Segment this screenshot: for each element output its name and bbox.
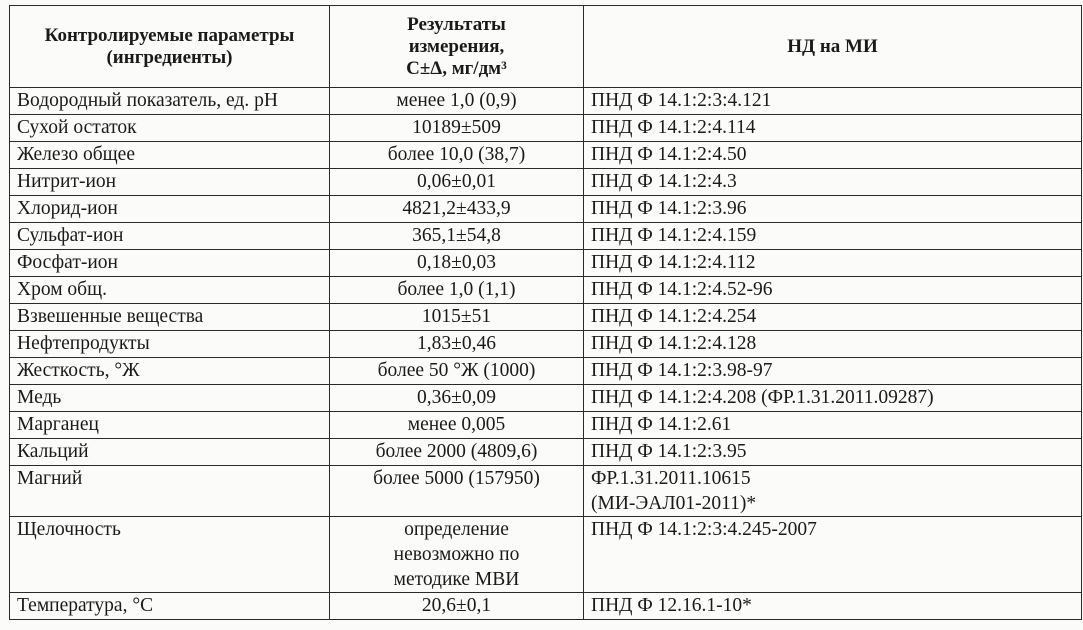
method-line: ПНД Ф 14.1:2:3:4.245-2007 (591, 519, 817, 540)
result-line: 20,6±0,1 (421, 595, 492, 616)
result-cell (330, 466, 584, 517)
param-cell: Железо общее (10, 142, 330, 169)
header-result (330, 6, 584, 88)
result-line: методике МВИ (393, 569, 520, 590)
method-line: ПНД Ф 14.1:2:4.208 (ФР.1.31.2011.09287) (591, 387, 934, 408)
result-line: 1015±51 (421, 306, 492, 327)
param-cell: Фосфат-ион (10, 250, 330, 277)
header-result-line: С±Δ, мг/дм³ (406, 57, 507, 79)
param-cell: Щелочность (10, 517, 330, 593)
result-line: менее 1,0 (0,9) (396, 90, 517, 111)
results-table (9, 5, 1082, 620)
result-line: 0,06±0,01 (417, 171, 496, 192)
param-cell: Кальций (10, 439, 330, 466)
method-cell (584, 439, 1082, 466)
param-cell: Нитрит-ион (10, 169, 330, 196)
param-cell: Жесткость, °Ж (10, 358, 330, 385)
header-param (10, 6, 330, 88)
param-cell: Температура, °С (10, 593, 330, 620)
param-cell: Марганец (10, 412, 330, 439)
result-cell (330, 250, 584, 277)
method-cell (584, 250, 1082, 277)
method-cell (584, 223, 1082, 250)
method-line: ПНД Ф 14.1:2:3.96 (591, 198, 747, 219)
param-cell: Магний (10, 466, 330, 517)
result-line: определение (404, 519, 509, 540)
method-cell (584, 88, 1082, 115)
method-line: ПНД Ф 14.1:2.61 (591, 414, 732, 435)
method-line: ПНД Ф 14.1:2:4.50 (591, 144, 747, 165)
header-method-line: НД на МИ (787, 35, 878, 57)
result-line: 0,36±0,09 (417, 387, 496, 408)
method-line: ПНД Ф 14.1:2:3.98-97 (591, 360, 773, 381)
result-cell (330, 223, 584, 250)
param-cell: Водородный показатель, ед. pH (10, 88, 330, 115)
result-cell (330, 169, 584, 196)
table-row (10, 115, 1082, 142)
param-cell: Взвешенные вещества (10, 304, 330, 331)
table-row (10, 277, 1082, 304)
result-line: 1,83±0,46 (417, 333, 496, 354)
result-line: 4821,2±433,9 (402, 198, 511, 219)
header-param-line: (ингредиенты) (106, 46, 233, 68)
method-line: ПНД Ф 14.1:2:3:4.121 (591, 90, 772, 111)
method-cell (584, 277, 1082, 304)
table-row (10, 593, 1082, 620)
result-cell (330, 196, 584, 223)
param-cell: Нефтепродукты (10, 331, 330, 358)
method-cell (584, 142, 1082, 169)
result-line: 0,18±0,03 (417, 252, 496, 273)
method-line: ПНД Ф 14.1:2:4.112 (591, 252, 756, 273)
result-line: 365,1±54,8 (412, 225, 501, 246)
method-cell (584, 115, 1082, 142)
table-row (10, 223, 1082, 250)
table-row (10, 196, 1082, 223)
result-line: более 50 °Ж (1000) (377, 360, 536, 381)
result-cell (330, 412, 584, 439)
table-row (10, 385, 1082, 412)
result-cell (330, 358, 584, 385)
method-cell (584, 304, 1082, 331)
table-row (10, 466, 1082, 517)
method-line: ПНД Ф 14.1:2:4.114 (591, 117, 756, 138)
method-line: ФР.1.31.2011.10615 (591, 468, 751, 489)
method-line: ПНД Ф 14.1:2:4.3 (591, 171, 737, 192)
header-method (584, 6, 1082, 88)
method-line: ПНД Ф 14.1:2:4.52-96 (591, 279, 773, 300)
method-line: (МИ-ЭАЛ01-2011)* (591, 493, 757, 514)
param-cell: Сульфат-ион (10, 223, 330, 250)
header-row (10, 6, 1082, 88)
table-row (10, 304, 1082, 331)
result-line: менее 0,005 (407, 414, 506, 435)
table-row (10, 331, 1082, 358)
param-cell: Хром общ. (10, 277, 330, 304)
method-cell (584, 385, 1082, 412)
method-line: ПНД Ф 12.16.1-10* (591, 595, 752, 616)
result-cell (330, 88, 584, 115)
result-cell (330, 439, 584, 466)
table-row (10, 412, 1082, 439)
method-line: ПНД Ф 14.1:2:4.159 (591, 225, 757, 246)
param-cell: Сухой остаток (10, 115, 330, 142)
method-line: ПНД Ф 14.1:2:4.254 (591, 306, 757, 327)
method-cell (584, 331, 1082, 358)
result-line: более 1,0 (1,1) (397, 279, 516, 300)
method-line: ПНД Ф 14.1:2:4.128 (591, 333, 757, 354)
result-cell (330, 277, 584, 304)
table-row (10, 88, 1082, 115)
result-line: 10189±509 (412, 117, 501, 138)
result-line: более 10,0 (38,7) (387, 144, 526, 165)
table-row (10, 358, 1082, 385)
method-cell (584, 517, 1082, 593)
result-cell (330, 385, 584, 412)
method-cell (584, 593, 1082, 620)
header-result-line: измерения, (408, 35, 505, 57)
result-cell (330, 331, 584, 358)
result-line: более 2000 (4809,6) (375, 441, 538, 462)
method-cell (584, 412, 1082, 439)
table-row (10, 250, 1082, 277)
param-cell: Хлорид-ион (10, 196, 330, 223)
table-row (10, 169, 1082, 196)
result-cell (330, 142, 584, 169)
result-line: более 5000 (157950) (373, 468, 540, 489)
method-cell (584, 169, 1082, 196)
method-line: ПНД Ф 14.1:2:3.95 (591, 441, 747, 462)
table-row (10, 439, 1082, 466)
method-cell (584, 466, 1082, 517)
table-row (10, 142, 1082, 169)
result-line: невозможно по (393, 544, 520, 565)
header-result-line: Результаты (407, 13, 506, 35)
result-cell (330, 593, 584, 620)
result-cell (330, 304, 584, 331)
header-param-line: Контролируемые параметры (44, 24, 295, 46)
result-cell (330, 517, 584, 593)
method-cell (584, 358, 1082, 385)
param-cell: Медь (10, 385, 330, 412)
method-cell (584, 196, 1082, 223)
result-cell (330, 115, 584, 142)
table-row (10, 517, 1082, 593)
